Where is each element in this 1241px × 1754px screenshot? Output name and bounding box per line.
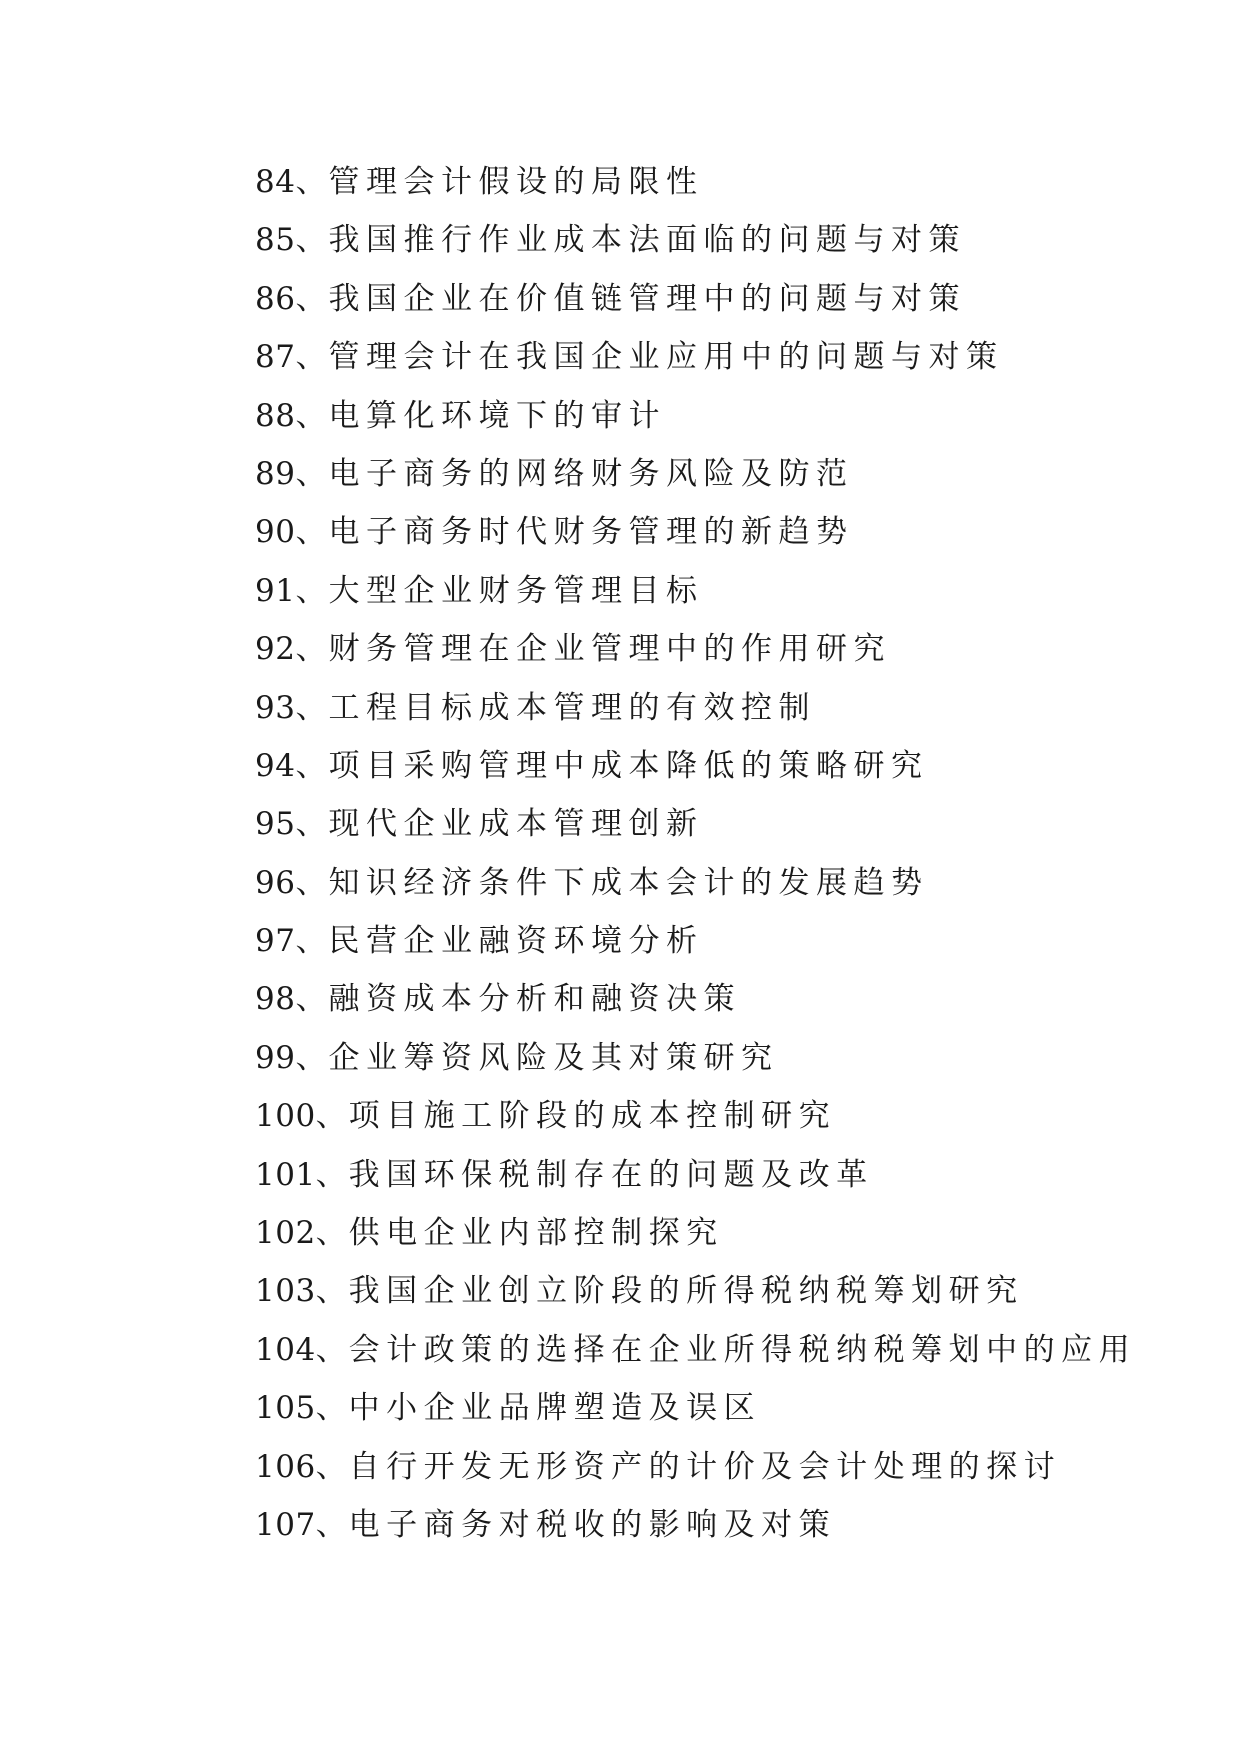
topic-separator: 、 [315,1390,349,1427]
topic-number: 95 [255,806,296,843]
topic-title: 我国企业创立阶段的所得税纳税筹划研究 [348,1273,1024,1310]
topic-separator: 、 [295,689,329,726]
topic-number: 106 [255,1448,316,1485]
topic-number: 103 [255,1273,316,1310]
topic-separator: 、 [315,1448,349,1485]
topic-title: 会计政策的选择在企业所得税纳税筹划中的应用 [348,1331,1137,1368]
list-item [255,160,1215,218]
topic-number: 96 [255,864,296,901]
list-item [255,1503,1215,1561]
topic-title: 工程目标成本管理的有效控制 [328,689,816,726]
topic-separator: 、 [295,397,329,434]
list-item [255,627,1215,685]
topic-number: 90 [255,514,296,551]
list-item [255,277,1215,335]
topic-separator: 、 [295,164,329,200]
topic-number: 89 [255,455,296,492]
topic-number: 94 [255,747,296,784]
list-item [255,1036,1215,1094]
list-item [255,686,1215,744]
list-item [255,919,1215,977]
topic-title: 电子商务对税收的影响及对策 [348,1506,837,1543]
topic-title: 电算化环境下的审计 [328,397,666,434]
topic-title: 自行开发无形资产的计价及会计处理的探讨 [348,1448,1062,1485]
list-item [255,977,1215,1035]
topic-separator: 、 [295,339,329,376]
list-item [255,1269,1215,1327]
topic-separator: 、 [315,1273,349,1310]
list-item [255,394,1215,452]
topic-separator: 、 [295,1039,329,1076]
list-item [255,1445,1215,1503]
topic-title: 企业筹资风险及其对策研究 [328,1039,779,1076]
topic-separator: 、 [295,280,329,317]
list-item [255,802,1215,860]
topic-title: 电子商务的网络财务风险及防范 [328,455,854,492]
list-item [255,1328,1215,1386]
topic-number: 97 [255,923,296,960]
topic-title: 管理会计在我国企业应用中的问题与对策 [328,339,1004,376]
topic-number: 101 [255,1156,316,1193]
topic-list [255,160,1215,1561]
topic-separator: 、 [295,747,329,784]
topic-title: 中小企业品牌塑造及误区 [348,1390,762,1427]
list-item [255,335,1215,393]
topic-title: 知识经济条件下成本会计的发展趋势 [328,864,929,901]
topic-number: 107 [255,1506,316,1543]
topic-number: 100 [255,1098,316,1135]
topic-title: 大型企业财务管理目标 [328,572,704,609]
topic-title: 项目采购管理中成本降低的策略研究 [328,747,929,784]
topic-title: 供电企业内部控制探究 [348,1215,724,1252]
topic-separator: 、 [295,806,329,843]
topic-number: 105 [255,1390,316,1427]
topic-separator: 、 [295,923,329,960]
topic-number: 98 [255,981,296,1018]
topic-title: 我国企业在价值链管理中的问题与对策 [328,280,966,317]
topic-title: 管理会计假设的局限性 [328,164,704,200]
topic-separator: 、 [315,1098,349,1135]
topic-title: 电子商务时代财务管理的新趋势 [328,514,854,551]
topic-separator: 、 [295,864,329,901]
topic-number: 92 [255,631,296,668]
list-item [255,1094,1215,1152]
topic-number: 102 [255,1215,316,1252]
topic-separator: 、 [295,455,329,492]
list-item [255,1153,1215,1211]
topic-separator: 、 [295,514,329,551]
topic-title: 民营企业融资环境分析 [328,923,704,960]
topic-separator: 、 [315,1506,349,1543]
topic-number: 84 [255,164,296,200]
list-item [255,744,1215,802]
topic-separator: 、 [315,1156,349,1193]
list-item [255,861,1215,919]
topic-separator: 、 [295,981,329,1018]
topic-title: 我国环保税制存在的问题及改革 [348,1156,874,1193]
topic-number: 85 [255,222,296,259]
list-item [255,452,1215,510]
list-item [255,1386,1215,1444]
topic-title: 项目施工阶段的成本控制研究 [348,1098,837,1135]
topic-separator: 、 [295,631,329,668]
topic-title: 我国推行作业成本法面临的问题与对策 [328,222,966,259]
list-item [255,218,1215,276]
topic-title: 现代企业成本管理创新 [328,806,704,843]
topic-separator: 、 [295,222,329,259]
topic-number: 87 [255,339,296,376]
topic-number: 88 [255,397,296,434]
topic-title: 融资成本分析和融资决策 [328,981,741,1018]
list-item [255,569,1215,627]
topic-number: 99 [255,1039,296,1076]
topic-separator: 、 [295,572,329,609]
topic-number: 104 [255,1331,316,1368]
topic-number: 93 [255,689,296,726]
topic-separator: 、 [315,1331,349,1368]
list-item [255,1211,1215,1269]
topic-number: 91 [255,572,296,609]
topic-separator: 、 [315,1215,349,1252]
topic-title: 财务管理在企业管理中的作用研究 [328,631,891,668]
list-item [255,510,1215,568]
topic-number: 86 [255,280,296,317]
